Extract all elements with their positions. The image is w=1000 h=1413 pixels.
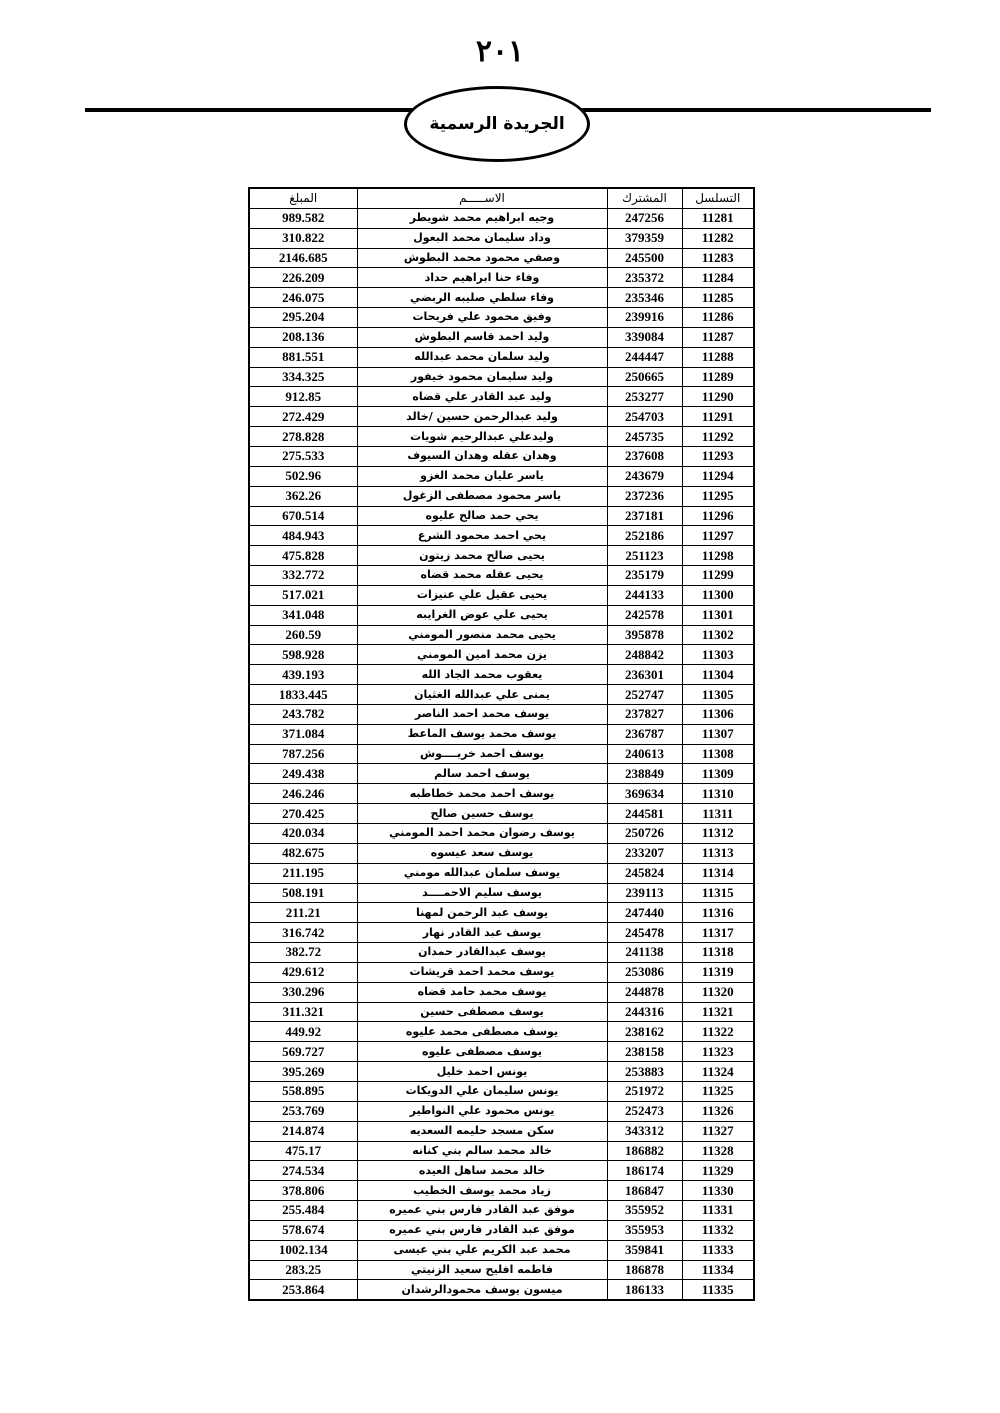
name-cell: يوسف حسين صالح — [357, 804, 607, 824]
serial-cell: 11290 — [682, 387, 754, 407]
subscriber-cell: 237236 — [607, 486, 682, 506]
name-cell: يحيى علي عوض الغرايبه — [357, 605, 607, 625]
subscriber-cell: 247256 — [607, 208, 682, 228]
subscriber-cell: 244581 — [607, 804, 682, 824]
name-cell: يوسف محمد احمد الناصر — [357, 704, 607, 724]
subscriber-cell: 253883 — [607, 1062, 682, 1082]
serial-cell: 11293 — [682, 446, 754, 466]
subscriber-cell: 186847 — [607, 1181, 682, 1201]
serial-cell: 11294 — [682, 466, 754, 486]
subscriber-cell: 253277 — [607, 387, 682, 407]
subscriber-cell: 240613 — [607, 744, 682, 764]
name-cell: وليد عبدالرحمن حسين /خالد — [357, 407, 607, 427]
amount-cell: 517.021 — [249, 585, 357, 605]
amount-cell: 311.321 — [249, 1002, 357, 1022]
table-row — [249, 347, 754, 367]
table-row — [249, 1161, 754, 1181]
name-cell: وجيه ابراهيم محمد شويطر — [357, 208, 607, 228]
amount-cell: 334.325 — [249, 367, 357, 387]
publication-title-oval — [404, 86, 590, 162]
amount-cell: 449.92 — [249, 1022, 357, 1042]
amount-cell: 249.438 — [249, 764, 357, 784]
name-cell: يوسف عبد الرحمن لمهنا — [357, 903, 607, 923]
table-row — [249, 625, 754, 645]
name-cell: موفق عبد القادر فارس بني عميره — [357, 1220, 607, 1240]
amount-cell: 439.193 — [249, 665, 357, 685]
serial-cell: 11321 — [682, 1002, 754, 1022]
serial-cell: 11306 — [682, 704, 754, 724]
table-row — [249, 566, 754, 586]
table-row — [249, 1042, 754, 1062]
amount-cell: 316.742 — [249, 923, 357, 943]
subscriber-cell: 252473 — [607, 1101, 682, 1121]
name-cell: وفاء سلطي صليبه الربضي — [357, 288, 607, 308]
name-cell: وليد احمد قاسم البطوش — [357, 327, 607, 347]
amount-cell: 1002.134 — [249, 1240, 357, 1260]
name-cell: يوسف محمد حامد قضاه — [357, 982, 607, 1002]
amount-cell: 670.514 — [249, 506, 357, 526]
serial-cell: 11305 — [682, 685, 754, 705]
table-row — [249, 1022, 754, 1042]
table-row — [249, 327, 754, 347]
amount-cell: 787.256 — [249, 744, 357, 764]
serial-cell: 11297 — [682, 526, 754, 546]
serial-cell: 11332 — [682, 1220, 754, 1240]
name-cell: وليد سليمان محمود خيفور — [357, 367, 607, 387]
name-cell: يوسف عبد القادر نهار — [357, 923, 607, 943]
table-row — [249, 1201, 754, 1221]
serial-cell: 11329 — [682, 1161, 754, 1181]
amount-cell: 246.075 — [249, 288, 357, 308]
serial-cell: 11314 — [682, 863, 754, 883]
amount-cell: 211.195 — [249, 863, 357, 883]
subscriber-cell: 339084 — [607, 327, 682, 347]
amount-cell: 395.269 — [249, 1062, 357, 1082]
amount-cell: 275.533 — [249, 446, 357, 466]
serial-cell: 11310 — [682, 784, 754, 804]
table-row — [249, 824, 754, 844]
subscriber-cell: 244878 — [607, 982, 682, 1002]
subscriber-cell: 238158 — [607, 1042, 682, 1062]
amount-cell: 578.674 — [249, 1220, 357, 1240]
table-row — [249, 407, 754, 427]
name-cell: يعقوب محمد الجاد الله — [357, 665, 607, 685]
subscriber-cell: 247440 — [607, 903, 682, 923]
amount-cell: 382.72 — [249, 943, 357, 963]
table-row — [249, 427, 754, 447]
name-cell: وفيق محمود علي فريحات — [357, 308, 607, 328]
table-row — [249, 1260, 754, 1280]
name-cell: يوسف سليم الاحمــــد — [357, 883, 607, 903]
header-name: الاســـــم — [357, 188, 607, 208]
records-table — [248, 187, 755, 1301]
subscriber-cell: 254703 — [607, 407, 682, 427]
table-row — [249, 446, 754, 466]
name-cell: وفاء حنا ابراهيم حداد — [357, 268, 607, 288]
name-cell: زياد محمد يوسف الخطيب — [357, 1181, 607, 1201]
records-body — [249, 208, 754, 1300]
table-row — [249, 962, 754, 982]
subscriber-cell: 251123 — [607, 546, 682, 566]
serial-cell: 11328 — [682, 1141, 754, 1161]
amount-cell: 260.59 — [249, 625, 357, 645]
serial-cell: 11312 — [682, 824, 754, 844]
subscriber-cell: 239916 — [607, 308, 682, 328]
subscriber-cell: 235179 — [607, 566, 682, 586]
table-row — [249, 724, 754, 744]
subscriber-cell: 235372 — [607, 268, 682, 288]
amount-cell: 341.048 — [249, 605, 357, 625]
serial-cell: 11322 — [682, 1022, 754, 1042]
table-row — [249, 1121, 754, 1141]
serial-cell: 11309 — [682, 764, 754, 784]
table-row — [249, 1062, 754, 1082]
amount-cell: 475.828 — [249, 546, 357, 566]
name-cell: فاطمه افليح سعيد الزنيتي — [357, 1260, 607, 1280]
name-cell: يوسف مصطفى محمد عليوه — [357, 1022, 607, 1042]
subscriber-cell: 355953 — [607, 1220, 682, 1240]
name-cell: يوسف محمد احمد قريشات — [357, 962, 607, 982]
amount-cell: 243.782 — [249, 704, 357, 724]
subscriber-cell: 241138 — [607, 943, 682, 963]
header-serial: التسلسل — [682, 188, 754, 208]
name-cell: ياسر عليان محمد الغزو — [357, 466, 607, 486]
serial-cell: 11327 — [682, 1121, 754, 1141]
table-row — [249, 208, 754, 228]
amount-cell: 270.425 — [249, 804, 357, 824]
serial-cell: 11295 — [682, 486, 754, 506]
table-row — [249, 1181, 754, 1201]
table-row — [249, 1220, 754, 1240]
name-cell: وليدعلي عبدالرحيم شويات — [357, 427, 607, 447]
publication-title: الجريدة الرسمية — [429, 114, 565, 134]
name-cell: يوسف مصطفى حسين — [357, 1002, 607, 1022]
subscriber-cell: 244316 — [607, 1002, 682, 1022]
serial-cell: 11311 — [682, 804, 754, 824]
name-cell: محمد عبد الكريم علي بني عيسى — [357, 1240, 607, 1260]
name-cell: وهدان عقله وهدان السيوف — [357, 446, 607, 466]
serial-cell: 11331 — [682, 1201, 754, 1221]
serial-cell: 11284 — [682, 268, 754, 288]
serial-cell: 11325 — [682, 1081, 754, 1101]
table-row — [249, 704, 754, 724]
serial-cell: 11313 — [682, 843, 754, 863]
subscriber-cell: 343312 — [607, 1121, 682, 1141]
amount-cell: 253.769 — [249, 1101, 357, 1121]
amount-cell: 272.429 — [249, 407, 357, 427]
name-cell: يحيى محمد منصور المومني — [357, 625, 607, 645]
name-cell: خالد محمد ساهل العيده — [357, 1161, 607, 1181]
subscriber-cell: 238162 — [607, 1022, 682, 1042]
serial-cell: 11307 — [682, 724, 754, 744]
serial-cell: 11319 — [682, 962, 754, 982]
serial-cell: 11326 — [682, 1101, 754, 1121]
serial-cell: 11308 — [682, 744, 754, 764]
subscriber-cell: 239113 — [607, 883, 682, 903]
serial-cell: 11324 — [682, 1062, 754, 1082]
subscriber-cell: 186133 — [607, 1280, 682, 1300]
table-row — [249, 685, 754, 705]
name-cell: وليد سلمان محمد عبدالله — [357, 347, 607, 367]
amount-cell: 295.204 — [249, 308, 357, 328]
amount-cell: 362.26 — [249, 486, 357, 506]
amount-cell: 211.21 — [249, 903, 357, 923]
amount-cell: 1833.445 — [249, 685, 357, 705]
subscriber-cell: 237608 — [607, 446, 682, 466]
amount-cell: 989.582 — [249, 208, 357, 228]
subscriber-cell: 395878 — [607, 625, 682, 645]
table-row — [249, 228, 754, 248]
subscriber-cell: 186174 — [607, 1161, 682, 1181]
table-row — [249, 903, 754, 923]
name-cell: وداد سليمان محمد البعول — [357, 228, 607, 248]
subscriber-cell: 243679 — [607, 466, 682, 486]
table-row — [249, 843, 754, 863]
subscriber-cell: 252186 — [607, 526, 682, 546]
name-cell: وليد عبد القادر علي قضاه — [357, 387, 607, 407]
header-amount: المبلغ — [249, 188, 357, 208]
serial-cell: 11320 — [682, 982, 754, 1002]
name-cell: يحي احمد محمود الشرع — [357, 526, 607, 546]
amount-cell: 226.209 — [249, 268, 357, 288]
serial-cell: 11316 — [682, 903, 754, 923]
serial-cell: 11283 — [682, 248, 754, 268]
serial-cell: 11317 — [682, 923, 754, 943]
subscriber-cell: 238849 — [607, 764, 682, 784]
table-row — [249, 1280, 754, 1300]
subscriber-cell: 250726 — [607, 824, 682, 844]
table-row — [249, 268, 754, 288]
table-row — [249, 982, 754, 1002]
subscriber-cell: 236787 — [607, 724, 682, 744]
name-cell: يوسف محمد يوسف الماعط — [357, 724, 607, 744]
table-row — [249, 308, 754, 328]
serial-cell: 11300 — [682, 585, 754, 605]
serial-cell: 11285 — [682, 288, 754, 308]
table-row — [249, 1240, 754, 1260]
name-cell: يمنى علي عبدالله الغثيان — [357, 685, 607, 705]
amount-cell: 484.943 — [249, 526, 357, 546]
name-cell: يحيى عقيل علي عنيزات — [357, 585, 607, 605]
table-row — [249, 387, 754, 407]
subscriber-cell: 233207 — [607, 843, 682, 863]
subscriber-cell: 245824 — [607, 863, 682, 883]
name-cell: يزن محمد امين المومني — [357, 645, 607, 665]
subscriber-cell: 369634 — [607, 784, 682, 804]
serial-cell: 11323 — [682, 1042, 754, 1062]
name-cell: يوسف احمد خريــــوش — [357, 744, 607, 764]
name-cell: وصفي محمود محمد البطوش — [357, 248, 607, 268]
name-cell: ياسر محمود مصطفى الزغول — [357, 486, 607, 506]
table-row — [249, 466, 754, 486]
amount-cell: 310.822 — [249, 228, 357, 248]
name-cell: يونس سليمان علي الدويكات — [357, 1081, 607, 1101]
name-cell: سكن مسجد حليمه السعديه — [357, 1121, 607, 1141]
name-cell: يحي حمد صالح عليوه — [357, 506, 607, 526]
table-row — [249, 1002, 754, 1022]
table-row — [249, 367, 754, 387]
table-row — [249, 1081, 754, 1101]
name-cell: يوسف رضوان محمد احمد المومني — [357, 824, 607, 844]
table-row — [249, 923, 754, 943]
name-cell: خالد محمد سالم بني كنانه — [357, 1141, 607, 1161]
page-number: ٢٠١ — [475, 34, 525, 69]
serial-cell: 11301 — [682, 605, 754, 625]
amount-cell: 2146.685 — [249, 248, 357, 268]
header-subscriber: المشترك — [607, 188, 682, 208]
table-row — [249, 744, 754, 764]
subscriber-cell: 248842 — [607, 645, 682, 665]
serial-cell: 11289 — [682, 367, 754, 387]
serial-cell: 11315 — [682, 883, 754, 903]
table-row — [249, 1101, 754, 1121]
subscriber-cell: 237181 — [607, 506, 682, 526]
amount-cell: 881.551 — [249, 347, 357, 367]
table-row — [249, 863, 754, 883]
serial-cell: 11299 — [682, 566, 754, 586]
subscriber-cell: 252747 — [607, 685, 682, 705]
subscriber-cell: 245500 — [607, 248, 682, 268]
table-row — [249, 665, 754, 685]
subscriber-cell: 355952 — [607, 1201, 682, 1221]
name-cell: يحيى صالح محمد زيتون — [357, 546, 607, 566]
name-cell: يوسف احمد محمد خطاطبه — [357, 784, 607, 804]
serial-cell: 11296 — [682, 506, 754, 526]
serial-cell: 11291 — [682, 407, 754, 427]
amount-cell: 278.828 — [249, 427, 357, 447]
table-row — [249, 784, 754, 804]
subscriber-cell: 244133 — [607, 585, 682, 605]
subscriber-cell: 236301 — [607, 665, 682, 685]
table-row — [249, 764, 754, 784]
amount-cell: 274.534 — [249, 1161, 357, 1181]
amount-cell: 371.084 — [249, 724, 357, 744]
table-row — [249, 546, 754, 566]
amount-cell: 482.675 — [249, 843, 357, 863]
serial-cell: 11302 — [682, 625, 754, 645]
subscriber-cell: 359841 — [607, 1240, 682, 1260]
amount-cell: 558.895 — [249, 1081, 357, 1101]
serial-cell: 11298 — [682, 546, 754, 566]
amount-cell: 208.136 — [249, 327, 357, 347]
subscriber-cell: 244447 — [607, 347, 682, 367]
serial-cell: 11330 — [682, 1181, 754, 1201]
name-cell: موفق عبد القادر فارس بني عميره — [357, 1201, 607, 1221]
name-cell: ميسون يوسف محمودالرشدان — [357, 1280, 607, 1300]
table-row — [249, 248, 754, 268]
amount-cell: 475.17 — [249, 1141, 357, 1161]
subscriber-cell: 237827 — [607, 704, 682, 724]
amount-cell: 569.727 — [249, 1042, 357, 1062]
amount-cell: 912.85 — [249, 387, 357, 407]
name-cell: يوسف مصطفى عليوه — [357, 1042, 607, 1062]
subscriber-cell: 242578 — [607, 605, 682, 625]
serial-cell: 11304 — [682, 665, 754, 685]
subscriber-cell: 245478 — [607, 923, 682, 943]
amount-cell: 253.864 — [249, 1280, 357, 1300]
subscriber-cell: 186882 — [607, 1141, 682, 1161]
amount-cell: 429.612 — [249, 962, 357, 982]
table-row — [249, 585, 754, 605]
subscriber-cell: 250665 — [607, 367, 682, 387]
amount-cell: 255.484 — [249, 1201, 357, 1221]
serial-cell: 11334 — [682, 1260, 754, 1280]
table-row — [249, 288, 754, 308]
amount-cell: 378.806 — [249, 1181, 357, 1201]
serial-cell: 11287 — [682, 327, 754, 347]
table-row — [249, 506, 754, 526]
serial-cell: 11318 — [682, 943, 754, 963]
serial-cell: 11335 — [682, 1280, 754, 1300]
table-header-row — [249, 188, 754, 208]
serial-cell: 11333 — [682, 1240, 754, 1260]
table-row — [249, 1141, 754, 1161]
subscriber-cell: 379359 — [607, 228, 682, 248]
subscriber-cell: 253086 — [607, 962, 682, 982]
amount-cell: 330.296 — [249, 982, 357, 1002]
serial-cell: 11286 — [682, 308, 754, 328]
name-cell: يونس احمد خليل — [357, 1062, 607, 1082]
table-row — [249, 943, 754, 963]
subscriber-cell: 245735 — [607, 427, 682, 447]
amount-cell: 598.928 — [249, 645, 357, 665]
amount-cell: 214.874 — [249, 1121, 357, 1141]
amount-cell: 508.191 — [249, 883, 357, 903]
serial-cell: 11303 — [682, 645, 754, 665]
table-row — [249, 804, 754, 824]
amount-cell: 246.246 — [249, 784, 357, 804]
serial-cell: 11288 — [682, 347, 754, 367]
amount-cell: 332.772 — [249, 566, 357, 586]
serial-cell: 11281 — [682, 208, 754, 228]
name-cell: يونس محمود علي النواطير — [357, 1101, 607, 1121]
amount-cell: 502.96 — [249, 466, 357, 486]
subscriber-cell: 251972 — [607, 1081, 682, 1101]
serial-cell: 11292 — [682, 427, 754, 447]
subscriber-cell: 235346 — [607, 288, 682, 308]
table-row — [249, 526, 754, 546]
table-row — [249, 486, 754, 506]
table-row — [249, 605, 754, 625]
amount-cell: 420.034 — [249, 824, 357, 844]
name-cell: يوسف احمد سالم — [357, 764, 607, 784]
name-cell: يوسف عبدالقادر حمدان — [357, 943, 607, 963]
amount-cell: 283.25 — [249, 1260, 357, 1280]
serial-cell: 11282 — [682, 228, 754, 248]
table-row — [249, 645, 754, 665]
name-cell: يوسف سعد عيسوه — [357, 843, 607, 863]
table-row — [249, 883, 754, 903]
name-cell: يحيى عقله محمد قضاه — [357, 566, 607, 586]
name-cell: يوسف سلمان عبدالله مومني — [357, 863, 607, 883]
subscriber-cell: 186878 — [607, 1260, 682, 1280]
